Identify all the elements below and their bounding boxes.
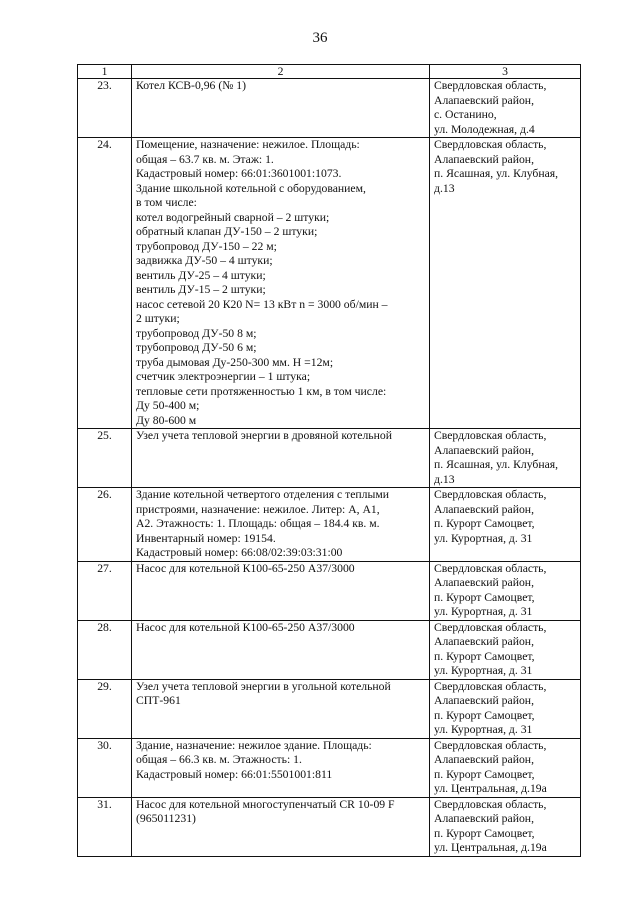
row-description: Насос для котельной К100-65-250 А37/3000 bbox=[132, 620, 430, 679]
row-address: Свердловская область, Алапаевский район, п. Курорт Самоцвет, ул. Центральная, д.19а bbox=[430, 797, 581, 856]
page-number: 36 bbox=[312, 30, 328, 46]
row-description: Здание котельной четвертого отделения с теплыми пристроями, назначение: нежилое. Литер: А, А1, А2. Этажность: 1. Площадь: общая – 184.4 кв. м. Инвентарный номер: 19154. Кадастровый номер: 66:08/02:39:03:31:00 bbox=[132, 488, 430, 562]
row-address: Свердловская область, Алапаевский район, п. Курорт Самоцвет, ул. Курортная, д. 31 bbox=[430, 679, 581, 738]
table-row bbox=[78, 488, 581, 562]
table-row bbox=[78, 429, 581, 488]
row-description: Насос для котельной многоступенчатый CR 10-09 F (965011231) bbox=[132, 797, 430, 856]
row-number: 30. bbox=[78, 738, 132, 797]
property-table bbox=[77, 64, 581, 857]
table-row bbox=[78, 138, 581, 429]
table-row bbox=[78, 620, 581, 679]
row-address: Свердловская область, Алапаевский район, п. Ясашная, ул. Клубная, д.13 bbox=[430, 138, 581, 429]
row-address: Свердловская область, Алапаевский район, п. Курорт Самоцвет, ул. Курортная, д. 31 bbox=[430, 561, 581, 620]
table-row bbox=[78, 797, 581, 856]
row-description: Здание, назначение: нежилое здание. Площадь: общая – 66.3 кв. м. Этажность: 1. Кадастровый номер: 66:01:5501001:811 bbox=[132, 738, 430, 797]
table-row bbox=[78, 679, 581, 738]
row-description: Насос для котельной К100-65-250 А37/3000 bbox=[132, 561, 430, 620]
row-number: 29. bbox=[78, 679, 132, 738]
row-description: Узел учета тепловой энергии в угольной котельной СПТ-961 bbox=[132, 679, 430, 738]
table-header-row bbox=[78, 65, 581, 79]
table-row bbox=[78, 561, 581, 620]
row-description: Котел КСВ-0,96 (№ 1) bbox=[132, 79, 430, 138]
row-address: Свердловская область, Алапаевский район, п. Курорт Самоцвет, ул. Курортная, д. 31 bbox=[430, 488, 581, 562]
table-row bbox=[78, 738, 581, 797]
row-number: 27. bbox=[78, 561, 132, 620]
row-address: Свердловская область, Алапаевский район, с. Останино, ул. Молодежная, д.4 bbox=[430, 79, 581, 138]
row-number: 25. bbox=[78, 429, 132, 488]
header-cell-1: 1 bbox=[78, 65, 132, 79]
row-number: 28. bbox=[78, 620, 132, 679]
row-number: 24. bbox=[78, 138, 132, 429]
header-cell-3: 3 bbox=[430, 65, 581, 79]
row-number: 26. bbox=[78, 488, 132, 562]
row-address: Свердловская область, Алапаевский район, п. Курорт Самоцвет, ул. Центральная, д.19а bbox=[430, 738, 581, 797]
row-description: Помещение, назначение: нежилое. Площадь: общая – 63.7 кв. м. Этаж: 1. Кадастровый номер: 66:01:3601001:1073. Здание школьной котельной с оборудованием, в том числе: котел водогрейный сварной – 2 штуки; обратный клапан ДУ-150 – 2 штуки; трубопровод ДУ-150 – 22 м; задвижка ДУ-50 – 4 штуки; вентиль ДУ-25 – 4 штуки; вентиль ДУ-15 – 2 штуки; насос сетевой 20 К20 N= 13 кВт n = 3000 об/мин – 2 штуки; трубопровод ДУ-50 8 м; трубопровод ДУ-50 6 м; труба дымовая Ду-250-300 мм. Н =12м; счетчик электроэнергии – 1 штука; тепловые сети протяженностью 1 км, в том числе: Ду 50-400 м; Ду 80-600 м bbox=[132, 138, 430, 429]
row-number: 23. bbox=[78, 79, 132, 138]
row-address: Свердловская область, Алапаевский район, п. Курорт Самоцвет, ул. Курортная, д. 31 bbox=[430, 620, 581, 679]
row-description: Узел учета тепловой энергии в дровяной котельной bbox=[132, 429, 430, 488]
header-cell-2: 2 bbox=[132, 65, 430, 79]
row-address: Свердловская область, Алапаевский район, п. Ясашная, ул. Клубная, д.13 bbox=[430, 429, 581, 488]
row-number: 31. bbox=[78, 797, 132, 856]
table-row bbox=[78, 79, 581, 138]
